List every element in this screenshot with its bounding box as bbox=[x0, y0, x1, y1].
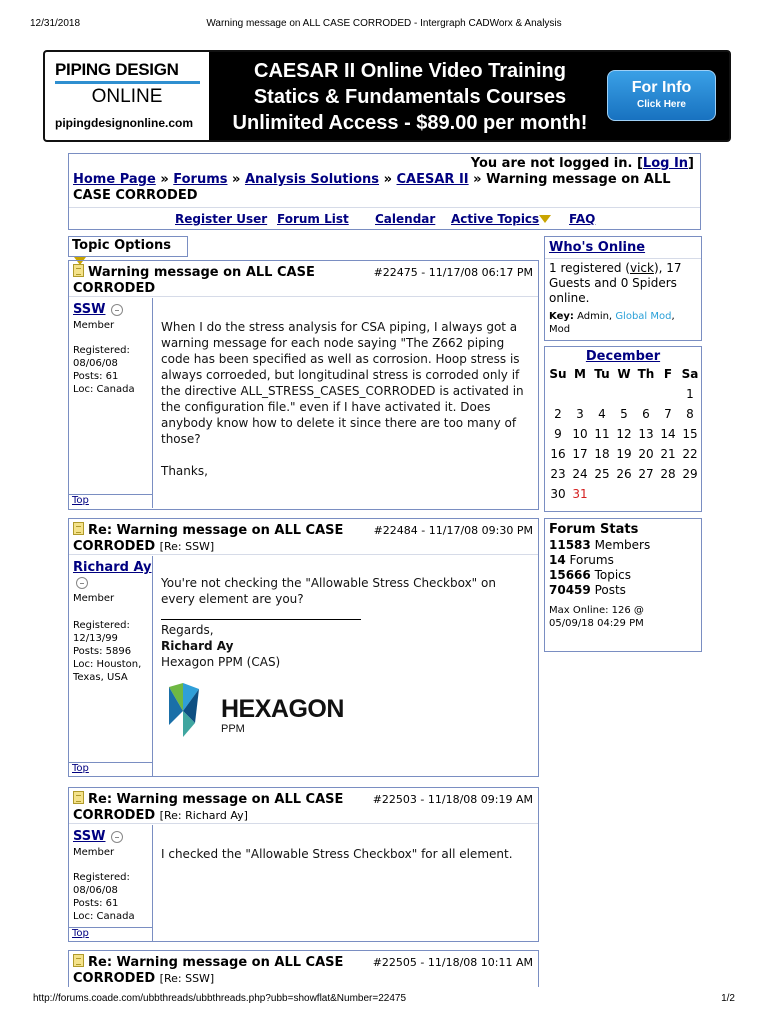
calendar-day: 6 bbox=[642, 407, 650, 421]
post-meta[interactable]: #22475 - 11/17/08 06:17 PM bbox=[373, 266, 533, 279]
signature-name: Richard Ay bbox=[161, 639, 234, 653]
day-header: Tu bbox=[594, 367, 610, 381]
key-mod: Mod bbox=[549, 324, 571, 335]
calendar-day: 23 bbox=[550, 467, 566, 481]
training-banner[interactable] bbox=[43, 50, 731, 142]
note-icon bbox=[73, 264, 84, 277]
post-body-text: When I do the stress analysis for CSA piping, I always got a warning message for each node saying "The Z662 piping code has been specified as well as corrosion. Hoop stress is always corroeded, but longitudinal stress is corroded only if the directive ALL_STRESS_CASES_CORRODED is activated in the configuration file." even if I have activated it. Does anybody know how to delete it since there are too many of those? bbox=[161, 320, 524, 446]
post-author-panel bbox=[69, 556, 153, 762]
headline-1: CAESAR II Online Video Training bbox=[254, 60, 566, 82]
headline-3: Unlimited Access - $89.00 per month! bbox=[232, 112, 588, 134]
crumb-analysis-solutions[interactable]: Analysis Solutions bbox=[244, 172, 380, 187]
banner-headlines bbox=[215, 58, 605, 136]
crumb-caesar-ii[interactable]: CAESAR II bbox=[396, 172, 469, 187]
calendar-day bbox=[635, 484, 657, 504]
calendar-day: 14 bbox=[660, 427, 676, 441]
calendar-day bbox=[657, 384, 679, 404]
top-link[interactable]: Top bbox=[72, 495, 89, 506]
stat-forums-label: Forums bbox=[569, 553, 614, 567]
day-header: M bbox=[574, 367, 586, 381]
post-count: Posts: 61 bbox=[73, 371, 119, 382]
forum-stats-title: Forum Stats bbox=[549, 522, 639, 537]
calendar-day: 26 bbox=[616, 467, 632, 481]
nav-active-topics[interactable] bbox=[451, 212, 539, 226]
offline-status-icon bbox=[111, 831, 123, 843]
post-footer bbox=[69, 927, 153, 941]
calendar-day: 27 bbox=[638, 467, 654, 481]
calendar-day: 25 bbox=[594, 467, 610, 481]
crumb-forums[interactable]: Forums bbox=[173, 172, 228, 187]
whos-online-text-a: 1 registered ( bbox=[549, 261, 630, 275]
hexagon-mark-icon bbox=[165, 681, 209, 739]
forum-nav bbox=[69, 207, 700, 230]
crumb-sep: » bbox=[160, 172, 169, 187]
nav-calendar[interactable]: Calendar bbox=[375, 212, 436, 226]
calendar-day: 30 bbox=[550, 487, 566, 501]
calendar-day: 16 bbox=[550, 447, 566, 461]
logo-line2: ONLINE bbox=[91, 86, 163, 107]
post-subject-text: Re: Warning message on ALL CASE CORRODED bbox=[73, 523, 344, 554]
login-suffix: ] bbox=[688, 156, 694, 171]
calendar-day-today[interactable]: 31 bbox=[572, 487, 588, 501]
author-name: SSW bbox=[73, 302, 106, 317]
post-22505 bbox=[68, 950, 539, 987]
topic-options-label: Topic Options bbox=[72, 238, 172, 253]
author-rank: Member bbox=[73, 320, 115, 331]
stat-posts-label: Posts bbox=[594, 583, 626, 597]
post-subject bbox=[73, 264, 363, 297]
calendar-day: 21 bbox=[660, 447, 676, 461]
signature-company: Hexagon PPM (CAS) bbox=[161, 655, 281, 669]
hexagon-ppm-logo bbox=[165, 681, 345, 741]
post-signoff: Thanks, bbox=[161, 464, 208, 478]
offline-status-icon bbox=[111, 304, 123, 316]
max-online-date: 05/09/18 04:29 PM bbox=[549, 618, 644, 629]
post-meta[interactable]: #22484 - 11/17/08 09:30 PM bbox=[373, 524, 533, 537]
calendar-day: 5 bbox=[620, 407, 628, 421]
hexagon-logo-text: HEXAGON bbox=[221, 695, 344, 723]
day-header: W bbox=[617, 367, 631, 381]
calendar-day: 8 bbox=[686, 407, 694, 421]
post-body bbox=[161, 575, 533, 670]
post-count: Posts: 61 bbox=[73, 898, 119, 909]
author-info bbox=[73, 344, 135, 396]
calendar-day bbox=[635, 384, 657, 404]
max-online bbox=[545, 598, 701, 632]
post-count: Posts: 5896 bbox=[73, 646, 132, 657]
print-title: Warning message on ALL CASE CORRODED - Intergraph CADWorx & Analysis bbox=[206, 18, 562, 29]
post-title-row bbox=[69, 261, 538, 297]
stat-posts-count: 70459 bbox=[549, 583, 591, 597]
post-subject bbox=[73, 954, 363, 987]
calendar-day: 17 bbox=[572, 447, 588, 461]
reply-to-link[interactable]: [Re: SSW] bbox=[159, 972, 215, 985]
registered-label: Registered: bbox=[73, 872, 130, 883]
nav-register-user[interactable]: Register User bbox=[175, 212, 268, 226]
crumb-sep: » bbox=[232, 172, 241, 187]
post-title-row bbox=[69, 951, 538, 987]
print-date: 12/31/2018 bbox=[30, 18, 81, 29]
reply-to-link[interactable]: [Re: SSW] bbox=[159, 540, 215, 553]
for-info-button[interactable] bbox=[607, 70, 716, 121]
reply-to-link[interactable]: [Re: Richard Ay] bbox=[159, 809, 248, 822]
post-subject bbox=[73, 791, 363, 824]
calendar-day: 20 bbox=[638, 447, 654, 461]
author-name: Richard Ay bbox=[73, 560, 152, 575]
top-link[interactable]: Top bbox=[72, 763, 89, 774]
crumb-current: Warning message on ALL CASE CORRODED bbox=[73, 172, 671, 203]
whos-online-title[interactable]: Who's Online bbox=[545, 237, 701, 259]
calendar-day: 11 bbox=[594, 427, 610, 441]
stat-topics bbox=[545, 568, 701, 583]
post-body bbox=[161, 319, 533, 479]
post-subject bbox=[73, 522, 363, 555]
note-icon bbox=[73, 791, 84, 804]
forum-stats-panel bbox=[544, 518, 702, 652]
author-name: SSW bbox=[73, 829, 106, 844]
print-footer bbox=[33, 993, 738, 1007]
author-link[interactable] bbox=[73, 302, 105, 317]
breadcrumb bbox=[73, 172, 693, 204]
login-status bbox=[471, 156, 694, 171]
role-key: Key: Admin, Global Mod, Mod bbox=[549, 311, 675, 335]
note-icon bbox=[73, 522, 84, 535]
calendar-day: 3 bbox=[576, 407, 584, 421]
logo-bar bbox=[55, 81, 200, 84]
post-subject-text: Re: Warning message on ALL CASE CORRODED bbox=[73, 792, 344, 823]
location: Loc: Canada bbox=[73, 384, 135, 395]
online-user-link[interactable]: vick bbox=[629, 261, 654, 275]
stat-members-label: Members bbox=[594, 538, 651, 552]
post-body-text: I checked the "Allowable Stress Checkbox" for all element. bbox=[161, 847, 513, 861]
registered-label: Registered: bbox=[73, 345, 130, 356]
day-header: F bbox=[663, 367, 673, 381]
calendar-month[interactable]: December bbox=[585, 349, 661, 364]
piping-design-logo bbox=[45, 52, 209, 140]
login-prefix: You are not logged in. [ bbox=[470, 156, 643, 171]
registered-date: 08/06/08 bbox=[73, 358, 118, 369]
post-footer bbox=[69, 762, 153, 776]
post-meta[interactable]: #22505 - 11/18/08 10:11 AM bbox=[372, 956, 533, 969]
day-header: Th bbox=[637, 367, 655, 381]
calendar-day: 24 bbox=[572, 467, 588, 481]
whos-online-panel bbox=[544, 236, 702, 341]
post-author-panel bbox=[69, 825, 153, 927]
author-rank: Member bbox=[73, 593, 115, 604]
author-link[interactable] bbox=[73, 829, 105, 844]
calendar-grid bbox=[547, 364, 701, 504]
calendar-panel bbox=[544, 346, 702, 512]
logo-url: pipingdesignonline.com bbox=[55, 116, 193, 130]
calendar-day: 7 bbox=[664, 407, 672, 421]
key-admin: Admin, bbox=[577, 311, 613, 322]
calendar-day: 15 bbox=[682, 427, 698, 441]
post-title-row bbox=[69, 519, 538, 555]
stat-posts bbox=[545, 583, 701, 598]
topic-options-menu[interactable] bbox=[68, 236, 188, 257]
author-info bbox=[73, 619, 151, 684]
calendar-day: 22 bbox=[682, 447, 698, 461]
stat-forums bbox=[545, 553, 701, 568]
nav-forum-list[interactable]: Forum List bbox=[277, 212, 349, 226]
nav-faq[interactable]: FAQ bbox=[569, 212, 596, 226]
calendar-day bbox=[613, 484, 635, 504]
registered-label: Registered: bbox=[73, 620, 130, 631]
calendar-day: 1 bbox=[686, 387, 694, 401]
post-subject-text: Warning message on ALL CASE CORRODED bbox=[73, 265, 315, 296]
calendar-day bbox=[613, 384, 635, 404]
location: Loc: Houston, Texas, USA bbox=[73, 659, 142, 683]
calendar-day bbox=[679, 484, 701, 504]
post-footer bbox=[69, 494, 153, 508]
key-global-mod: Global Mod bbox=[615, 311, 672, 322]
post-title-row bbox=[69, 788, 538, 824]
registered-date: 08/06/08 bbox=[73, 885, 118, 896]
calendar-day: 9 bbox=[554, 427, 562, 441]
calendar-day: 2 bbox=[554, 407, 562, 421]
max-online-count: Max Online: 126 @ bbox=[549, 605, 644, 616]
calendar-day: 12 bbox=[616, 427, 632, 441]
hexagon-logo-sub: PPM bbox=[221, 723, 245, 735]
location: Loc: Canada bbox=[73, 911, 135, 922]
calendar-day bbox=[547, 384, 569, 404]
whos-online-text-b: ), 17 Guests and 0 Spiders online. bbox=[549, 261, 682, 305]
signature-divider bbox=[161, 619, 361, 620]
print-header bbox=[30, 18, 738, 32]
stat-members-count: 11583 bbox=[549, 538, 591, 552]
top-link[interactable]: Top bbox=[72, 928, 89, 939]
calendar-day: 18 bbox=[594, 447, 610, 461]
post-author-panel bbox=[69, 298, 153, 494]
nav-active-topics-label: Active Topics bbox=[451, 212, 540, 226]
whos-online-text bbox=[545, 259, 701, 308]
calendar-day: 4 bbox=[598, 407, 606, 421]
post-subject-text: Re: Warning message on ALL CASE CORRODED bbox=[73, 955, 344, 986]
key-label: Key: bbox=[549, 311, 574, 322]
author-link[interactable] bbox=[73, 560, 152, 575]
author-rank: Member bbox=[73, 847, 115, 858]
calendar-day bbox=[569, 384, 591, 404]
calendar-day: 13 bbox=[638, 427, 654, 441]
signature-regards: Regards, bbox=[161, 623, 214, 637]
post-22484 bbox=[68, 518, 539, 777]
logo-line1: PIPING DESIGN bbox=[55, 60, 179, 79]
crumb-home[interactable]: Home Page bbox=[73, 172, 156, 187]
note-icon bbox=[73, 954, 84, 967]
stat-forums-count: 14 bbox=[549, 553, 566, 567]
stat-members bbox=[545, 538, 701, 553]
post-body bbox=[161, 846, 533, 862]
day-header: Sa bbox=[681, 367, 699, 381]
registered-date: 12/13/99 bbox=[73, 633, 118, 644]
post-22475 bbox=[68, 260, 539, 510]
calendar-day bbox=[657, 484, 679, 504]
click-here-label: Click Here bbox=[637, 99, 686, 110]
post-22503 bbox=[68, 787, 539, 942]
day-header: Su bbox=[549, 367, 567, 381]
dropdown-triangle-icon[interactable] bbox=[539, 215, 551, 223]
offline-status-icon bbox=[76, 577, 88, 589]
calendar-day: 29 bbox=[682, 467, 698, 481]
stat-topics-label: Topics bbox=[594, 568, 632, 582]
post-meta[interactable]: #22503 - 11/18/08 09:19 AM bbox=[372, 793, 533, 806]
login-link[interactable]: Log In bbox=[642, 156, 689, 171]
headline-2: Statics & Fundamentals Courses bbox=[253, 86, 567, 108]
crumb-sep: » bbox=[383, 172, 392, 187]
stat-topics-count: 15666 bbox=[549, 568, 591, 582]
calendar-day: 28 bbox=[660, 467, 676, 481]
forum-header bbox=[68, 153, 701, 230]
calendar-day: 19 bbox=[616, 447, 632, 461]
calendar-day: 10 bbox=[572, 427, 588, 441]
post-body-text: You're not checking the "Allowable Stress Checkbox" on every element are you? bbox=[161, 576, 496, 606]
print-page-number: 1/2 bbox=[721, 993, 735, 1004]
crumb-sep: » bbox=[473, 172, 482, 187]
print-url: http://forums.coade.com/ubbthreads/ubbthreads.php?ubb=showflat&Number=22475 bbox=[33, 993, 407, 1004]
calendar-day bbox=[591, 484, 613, 504]
author-info bbox=[73, 871, 135, 923]
calendar-day bbox=[591, 384, 613, 404]
for-info-label: For Info bbox=[631, 79, 692, 96]
